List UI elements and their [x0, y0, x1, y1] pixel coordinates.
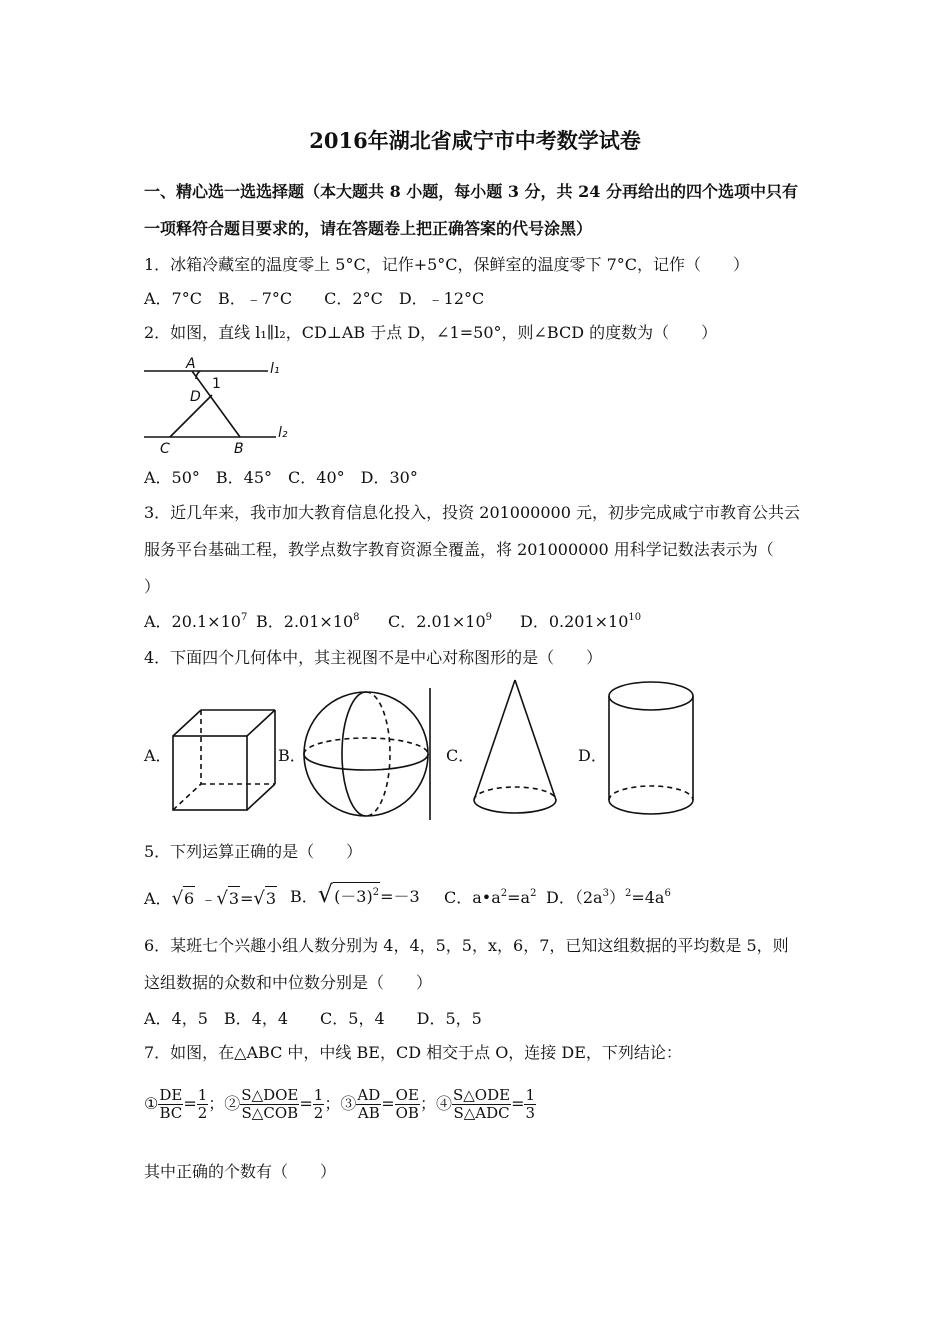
cylinder-figure — [604, 678, 698, 824]
q2-stem: 2．如图，直线 l₁∥l₂，CD⊥AB 于点 D，∠1=50°，则∠BCD 的度数为（ ） — [144, 323, 718, 342]
page-title: 2016年湖北省咸宁市中考数学试卷 — [309, 128, 641, 153]
cube-figure — [165, 702, 285, 817]
q1-stem: 1．冰箱冷藏室的温度零上 5°C，记作+5°C，保鲜室的温度零下 7°C，记作（ ） — [144, 255, 750, 274]
sphere-figure — [300, 688, 432, 820]
q2-options: A．50° B．45° C．40° D．30° — [144, 468, 418, 487]
section-heading-line1: 一、精心选一选选择题（本大题共 8 小题，每小题 3 分，共 24 分再给出的四个选项中只有 — [144, 182, 798, 201]
q5-option-a: A．√6 ﹣√3=√3 — [144, 888, 277, 909]
q4-label-d: D． — [578, 746, 607, 765]
angle-1-arc — [196, 371, 200, 379]
conclusion-4-lhs: $\frac{\text{S△ODE}}{\text{S△ADC}}$ — [452, 1086, 511, 1122]
label-b: B — [234, 441, 244, 457]
label-a: A — [186, 356, 196, 372]
conclusion-2-lhs: $\frac{\text{S△DOE}}{\text{S△COB}}$ — [241, 1086, 299, 1122]
conclusion-1-lhs: $\frac{DE}{BC}$ — [159, 1086, 183, 1122]
label-c: C — [160, 441, 170, 457]
label-l1: l₁ — [270, 361, 280, 377]
label-l2: l₂ — [278, 425, 288, 441]
conclusion-4-rhs: $\frac{1}{3}$ — [525, 1086, 536, 1122]
q5-option-d: D．$(2a^3)^2=4a^6$ — [546, 888, 671, 907]
q3-option-c: C．$2.01\times 10^9$ — [388, 612, 493, 631]
q7-followup: 其中正确的个数有（ ） — [144, 1162, 337, 1181]
q3-option-a: A．$20.1\times 10^7$ — [144, 612, 248, 631]
q4-label-c: C． — [446, 746, 475, 765]
label-angle-1: 1 — [212, 376, 221, 392]
q4-label-b: B． — [278, 746, 306, 765]
q3-stem-line3: ） — [144, 577, 161, 596]
q6-options: A．4，5 B．4，4 C．5，4 D．5，5 — [144, 1009, 482, 1028]
q6-stem-line2: 这组数据的众数和中位数分别是（ ） — [144, 973, 433, 992]
q4-label-a: A． — [144, 746, 172, 765]
q5-option-b: B．$√(-3)^2=-3$ — [290, 880, 420, 911]
q2-figure — [140, 355, 300, 460]
q7-conclusions: ① $\frac{DE}{BC}$ = $\frac{1}{2}$ ；② $\frac{\text{S△DOE}}{\text{S△COB}}$ = $\frac{1}{2}$ ；③ $\frac{AD}{AB}$ = $\frac{OE}{OB}$ ；④ $\frac{\text{S△ODE}}{\text{S△ADC}}$ = $\frac{1}{3}$ — [144, 1086, 536, 1122]
q5-option-c: C．$a•a^2=a^2$ — [444, 888, 537, 907]
cone-figure — [470, 676, 560, 822]
q5-stem: 5．下列运算正确的是（ ） — [144, 842, 363, 861]
q6-stem-line1: 6．某班七个兴趣小组人数分别为 4，4，5，5，x，6，7，已知这组数据的平均数是 5，则 — [144, 936, 789, 955]
q1-options: A．7°C B．﹣7°C C．2°C D．﹣12°C — [144, 289, 485, 308]
q3-stem-line1: 3．近几年来，我市加大教育信息化投入，投资 201000000 元，初步完成咸宁市教育公共云 — [144, 503, 800, 522]
conclusion-2-rhs: $\frac{1}{2}$ — [313, 1086, 324, 1122]
q3-option-d: D．$0.201\times 10^{10}$ — [520, 612, 642, 631]
q3-option-b: B．$2.01\times 10^8$ — [256, 612, 360, 631]
conclusion-3-lhs: $\frac{AD}{AB}$ — [357, 1086, 381, 1122]
label-d: D — [190, 389, 201, 405]
conclusion-3-rhs: $\frac{OE}{OB}$ — [395, 1086, 419, 1122]
section-heading-line2: 一项释符合题目要求的，请在答题卷上把正确答案的代号涂黑） — [144, 219, 593, 238]
conclusion-1-rhs: $\frac{1}{2}$ — [197, 1086, 208, 1122]
q4-divider — [428, 688, 432, 820]
q7-stem: 7．如图，在△ABC 中，中线 BE，CD 相交于点 O，连接 DE，下列结论： — [144, 1043, 682, 1062]
q4-stem: 4．下面四个几何体中，其主视图不是中心对称图形的是（ ） — [144, 648, 603, 667]
q3-stem-line2: 服务平台基础工程，教学点数字教育资源全覆盖，将 201000000 用科学记数法表示为（ — [144, 540, 774, 559]
